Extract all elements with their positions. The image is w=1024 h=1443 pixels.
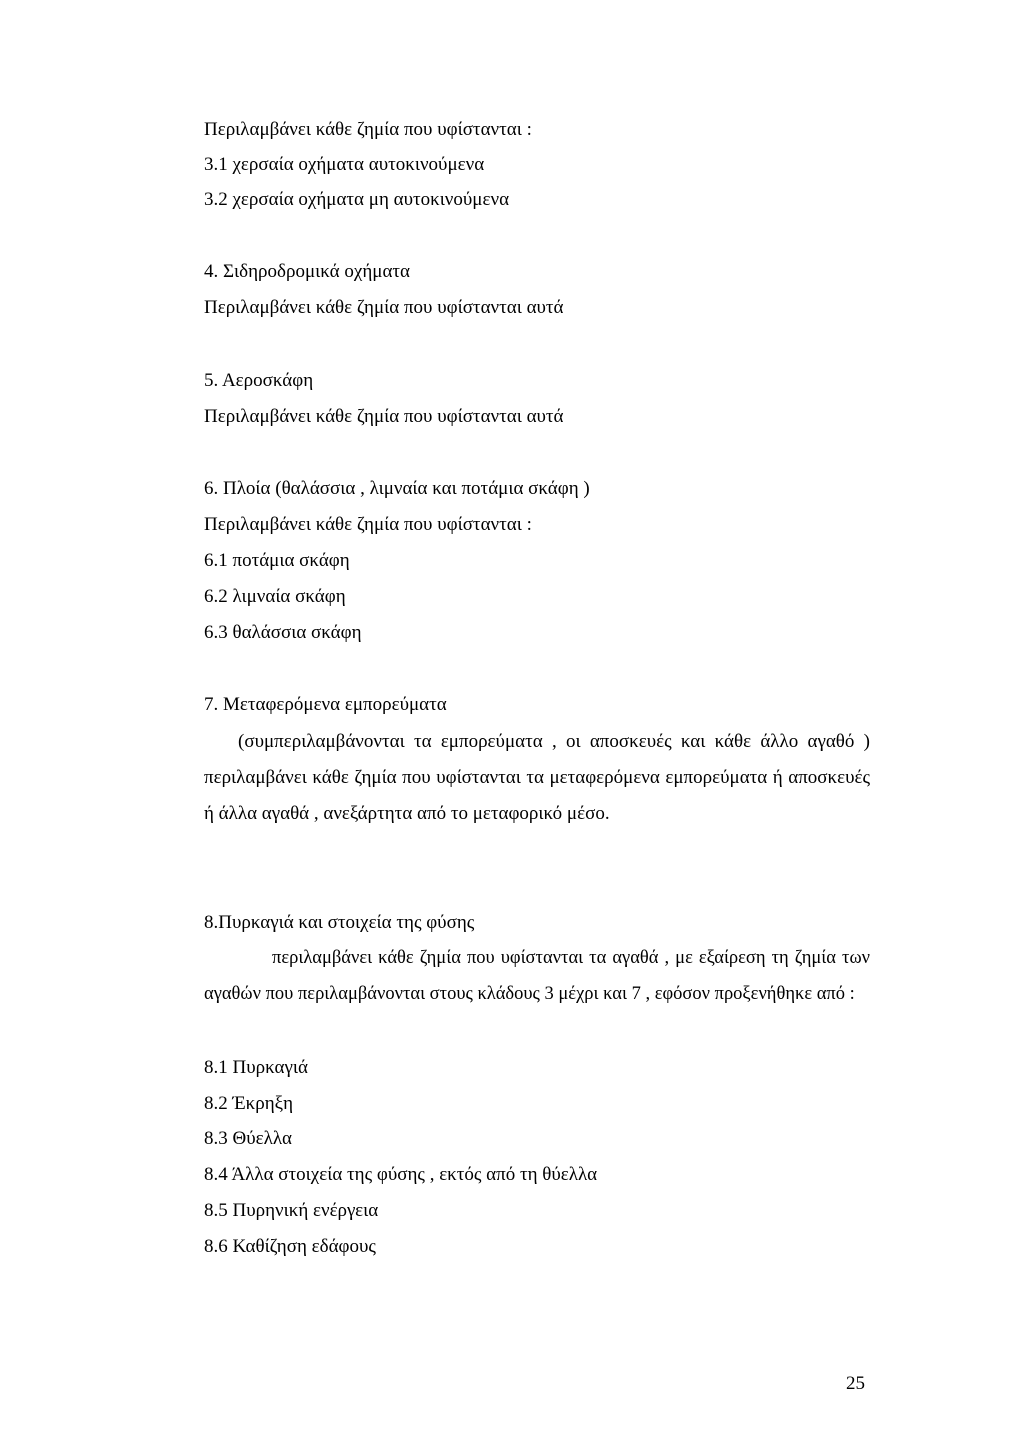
section-7-paragraph-text: (συμπεριλαμβάνονται τα εμπορεύματα , οι αποσκευές και κάθε άλλο αγαθό ) περιλαμβάνει κάθε ζημία που υφίστανται τα μεταφερόμενα εμπορεύματα ή αποσκευές ή άλλα αγαθά , ανεξάρτητα από το μεταφορικό μέσο. bbox=[204, 731, 870, 824]
section-7-title: 7. Μεταφερόμενα εμπορεύματα bbox=[204, 694, 447, 715]
section-4-title: 4. Σιδηροδρομικά οχήματα bbox=[204, 261, 410, 282]
section-8-title: 8.Πυρκαγιά και στοιχεία της φύσης bbox=[204, 912, 475, 933]
section-5-text: Περιλαμβάνει κάθε ζημία που υφίστανται αυτά bbox=[204, 406, 564, 427]
section-8-item-3: 8.3 Θύελλα bbox=[204, 1128, 292, 1149]
section-7-paragraph bbox=[204, 724, 870, 832]
section-8-paragraph-text: περιλαμβάνει κάθε ζημία που υφίστανται τα αγαθά , με εξαίρεση τη ζημία των αγαθών που περιλαμβάνονται στους κλάδους 3 μέχρι και 7 , εφόσον προξενήθηκε από : bbox=[204, 948, 870, 1004]
section-8-item-4: 8.4 Άλλα στοιχεία της φύσης , εκτός από τη θύελλα bbox=[204, 1164, 598, 1185]
section-4-text: Περιλαμβάνει κάθε ζημία που υφίστανται αυτά bbox=[204, 297, 564, 318]
section-6-item-2: 6.2 λιμναία σκάφη bbox=[204, 586, 346, 607]
section-3-item-1: 3.1 χερσαία οχήματα αυτοκινούμενα bbox=[204, 154, 485, 175]
section-8-item-5: 8.5 Πυρηνική ενέργεια bbox=[204, 1200, 379, 1221]
section-3-intro: Περιλαμβάνει κάθε ζημία που υφίστανται : bbox=[204, 119, 532, 140]
section-6-item-3: 6.3 θαλάσσια σκάφη bbox=[204, 622, 362, 643]
section-5-title: 5. Αεροσκάφη bbox=[204, 370, 314, 391]
section-8-item-6: 8.6 Καθίζηση εδάφους bbox=[204, 1236, 376, 1257]
section-8-item-2: 8.2 Έκρηξη bbox=[204, 1093, 294, 1114]
section-8-item-1: 8.1 Πυρκαγιά bbox=[204, 1057, 308, 1078]
section-8-paragraph bbox=[204, 940, 870, 1012]
section-6-item-1: 6.1 ποτάμια σκάφη bbox=[204, 550, 350, 571]
section-6-title: 6. Πλοία (θαλάσσια , λιμναία και ποτάμια σκάφη ) bbox=[204, 478, 590, 499]
page-number: 25 bbox=[846, 1373, 865, 1394]
section-6-intro: Περιλαμβάνει κάθε ζημία που υφίστανται : bbox=[204, 514, 532, 535]
section-3-item-2: 3.2 χερσαία οχήματα μη αυτοκινούμενα bbox=[204, 189, 510, 210]
